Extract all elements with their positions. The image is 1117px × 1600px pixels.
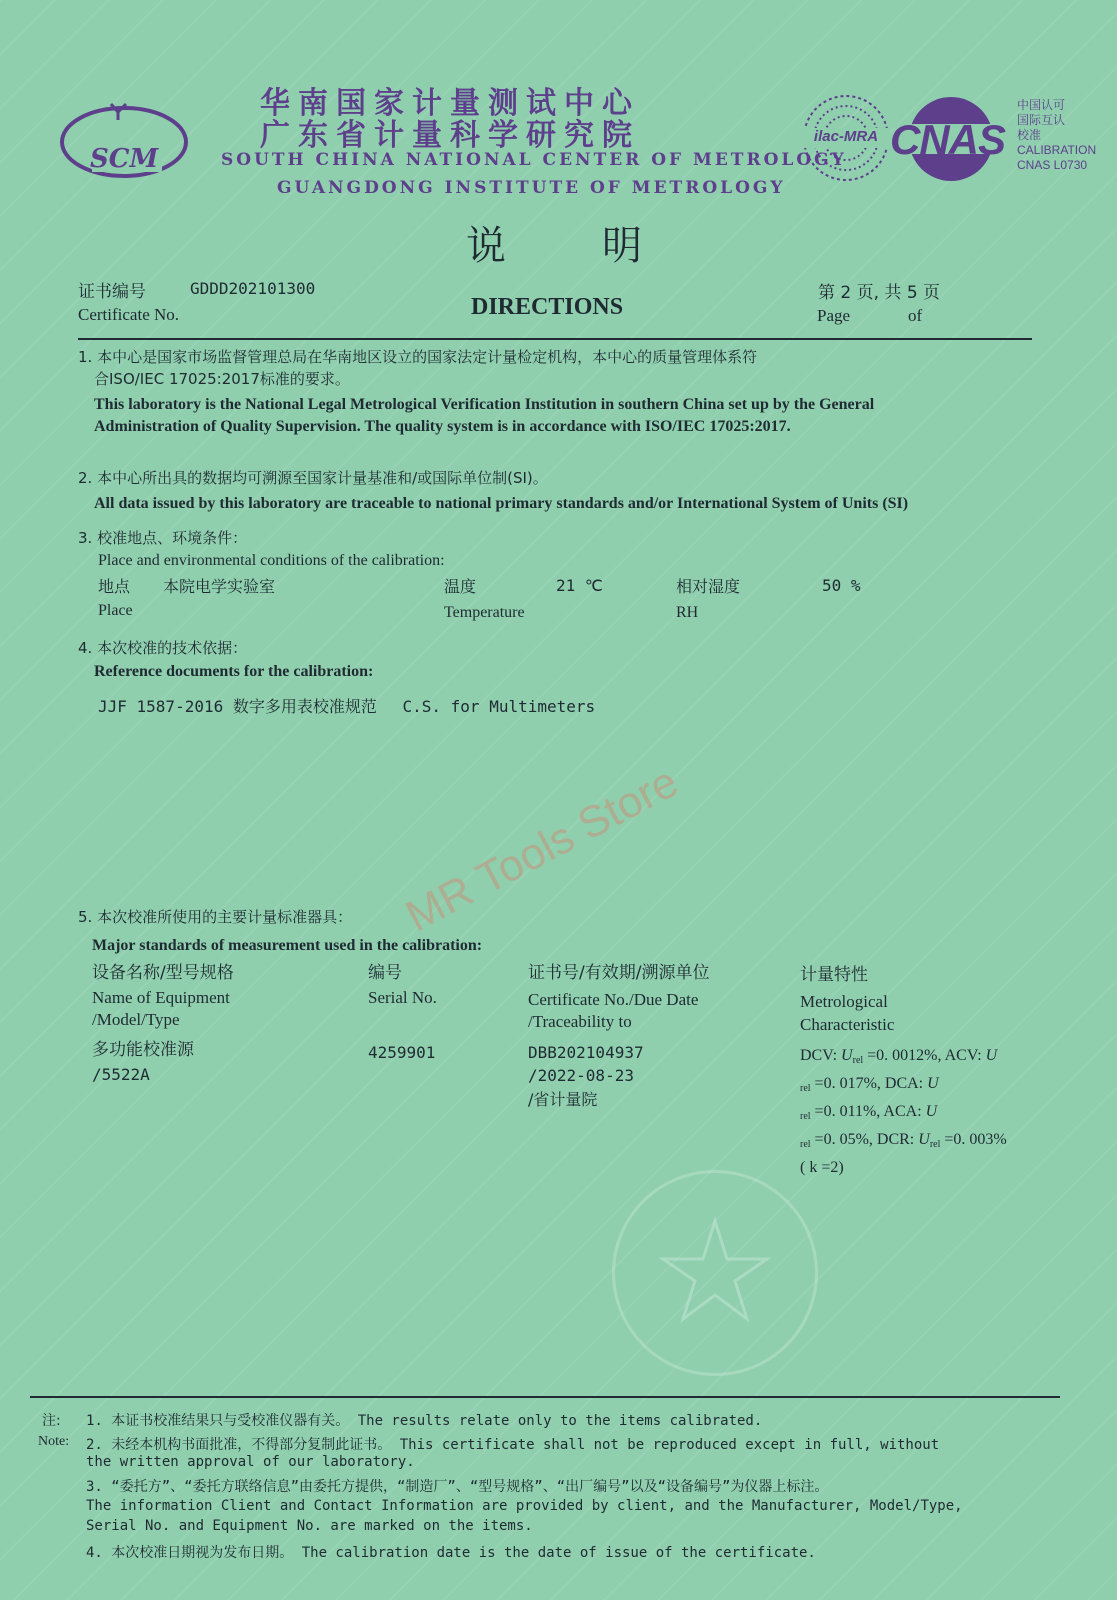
header-en-line2: GUANGDONG INSTITUTE OF METROLOGY xyxy=(277,178,786,198)
characteristic-fragment: U xyxy=(841,1047,853,1064)
column-header-en: /Traceability to xyxy=(528,1012,632,1031)
characteristic-fragment: U xyxy=(925,1103,938,1120)
certificate-label-en: Certificate No. xyxy=(78,305,180,324)
characteristic-fragment: rel xyxy=(800,1139,811,1150)
equipment-due-date: /2022-08-23 xyxy=(528,1066,634,1085)
cnas-side-line: CNAS L0730 xyxy=(1017,158,1088,172)
note-2-line2: the written approval of our laboratory. xyxy=(86,1454,415,1470)
equipment-certificate: DBB202104937 xyxy=(528,1043,644,1062)
header-en-line1: SOUTH CHINA NATIONAL CENTER OF METROLOGY xyxy=(221,150,847,170)
note-3-line1: 3. “委托方”、“委托方联络信息”由委托方提供，“制造厂”、“型号规格”、“出厂编号”以及“设备编号”为仪器上标注。 xyxy=(86,1479,829,1495)
notes-label-en: Note: xyxy=(38,1434,70,1449)
column-header-en: Metrological xyxy=(800,992,888,1011)
title-cn: 说 明 xyxy=(466,223,670,269)
section1-en-line1: This laboratory is the National Legal Metrological Verification Institution in southern China set up by the General xyxy=(94,396,875,413)
column-header-cn: 设备名称/型号规格 xyxy=(92,963,234,983)
equipment-serial: 4259901 xyxy=(368,1043,436,1062)
scm-logo-text: SCM xyxy=(90,144,159,174)
column-header-en: /Model/Type xyxy=(92,1010,180,1029)
place-value: 本院电学实验室 xyxy=(163,577,276,596)
column-header-en: Serial No. xyxy=(368,988,437,1007)
note-4: 4. 本次校准日期视为发布日期。 The calibration date is the date of issue of the certificate. xyxy=(86,1545,816,1561)
characteristic-fragment: U xyxy=(985,1047,998,1064)
column-header-cn: 计量特性 xyxy=(800,965,868,985)
section2-en: All data issued by this laboratory are traceable to national primary standards and/or International System of Units (SI) xyxy=(94,495,909,512)
characteristic-fragment: =0. 0012%, ACV: xyxy=(863,1047,986,1064)
section5-cn: 5. 本次校准所使用的主要计量标准器具： xyxy=(78,908,353,926)
note-2-line1: 2. 未经本机构书面批准，不得部分复制此证书。 This certificate shall not be reproduced except in full, without xyxy=(86,1437,940,1453)
rh-label-en: RH xyxy=(676,604,699,621)
cnas-logo xyxy=(890,96,1008,182)
cnas-side-text xyxy=(1017,98,1096,173)
characteristic-fragment: =0. 017%, DCA: xyxy=(810,1075,928,1092)
ilac-mra-logo xyxy=(800,92,892,184)
note-3-line2: The information Client and Contact Information are provided by client, and the Manufacturer, Model/Type, xyxy=(86,1498,963,1514)
characteristic-line xyxy=(800,1128,1040,1156)
section1-cn-line1: 1. 本中心是国家市场监督管理总局在华南地区设立的国家法定计量检定机构，本中心的质量管理体系符 xyxy=(78,348,758,366)
characteristic-fragment: DCV: xyxy=(800,1047,842,1064)
temperature-label-en: Temperature xyxy=(444,604,525,621)
place-label-cn: 地点 xyxy=(98,577,131,596)
characteristic-fragment: rel xyxy=(800,1083,811,1094)
top-rule xyxy=(78,338,1032,340)
characteristic-fragment: rel xyxy=(852,1055,864,1066)
characteristic-fragment: U xyxy=(927,1075,939,1092)
equipment-traceability: /省计量院 xyxy=(528,1090,598,1109)
column-header-en: Name of Equipment xyxy=(92,988,230,1007)
notes-rule xyxy=(30,1396,1060,1398)
reference-document: JJF 1587-2016 数字多用表校准规范 C.S. for Multimeters xyxy=(98,697,596,716)
characteristic-fragment: =0. 05%, DCR: xyxy=(810,1131,919,1148)
column-header-cn: 编号 xyxy=(368,963,402,983)
certificate-label-cn: 证书编号 xyxy=(78,282,146,302)
cnas-side-line: 校准 xyxy=(1017,128,1042,142)
characteristic-fragment: =0. 003% xyxy=(940,1131,1007,1148)
ilac-mra-text: ilac-MRA xyxy=(813,128,879,145)
section4-en: Reference documents for the calibration: xyxy=(94,663,374,680)
column-header-en: Characteristic xyxy=(800,1015,895,1034)
characteristic-line xyxy=(800,1044,1040,1072)
store-watermark: MR Tools Store xyxy=(398,757,686,942)
embossed-seal xyxy=(612,1170,818,1376)
section1-en-line2: Administration of Quality Supervision. The quality system is in accordance with ISO/IEC 17025:2017. xyxy=(94,418,791,435)
section3-en: Place and environmental conditions of the calibration: xyxy=(98,552,445,569)
page-label-en: Page xyxy=(817,306,851,325)
metrological-characteristic xyxy=(800,1044,1040,1179)
cnas-side-line: 国际互认 xyxy=(1017,113,1066,127)
scm-logo xyxy=(56,98,192,182)
column-header-en: Certificate No./Due Date xyxy=(528,990,699,1009)
column-header-cn: 证书号/有效期/溯源单位 xyxy=(528,963,710,983)
title-en: DIRECTIONS xyxy=(471,294,624,320)
section5-en: Major standards of measurement used in the calibration: xyxy=(92,937,483,954)
note-1: 1. 本证书校准结果只与受校准仪器有关。 The results relate only to the items calibrated. xyxy=(86,1413,763,1429)
cnas-logo-text: CNAS xyxy=(890,116,1006,163)
characteristic-fragment: rel xyxy=(800,1111,811,1122)
certificate-number: GDDD202101300 xyxy=(190,279,316,298)
equipment-name: 多功能校准源 xyxy=(92,1040,194,1060)
section2-cn: 2. 本中心所出具的数据均可溯源至国家计量基准和/或国际单位制(SI)。 xyxy=(78,469,548,487)
section4-cn: 4. 本次校准的技术依据： xyxy=(78,639,248,657)
characteristic-line xyxy=(800,1100,1040,1128)
cnas-side-line: CALIBRATION xyxy=(1017,143,1097,157)
characteristic-line: ( k =2) xyxy=(800,1159,844,1176)
place-label-en: Place xyxy=(98,602,133,619)
characteristic-fragment: =0. 011%, ACA: xyxy=(810,1103,926,1120)
seal-star-icon xyxy=(615,1173,815,1373)
header-cn-line1: 华南国家计量测试中心 xyxy=(260,86,640,121)
characteristic-fragment: U xyxy=(918,1131,930,1148)
notes-label-cn: 注: xyxy=(42,1413,61,1429)
note-3-line3: Serial No. and Equipment No. are marked on the items. xyxy=(86,1518,533,1534)
section3-cn: 3. 校准地点、环境条件： xyxy=(78,529,248,547)
rh-label-cn: 相对湿度 xyxy=(676,577,741,596)
characteristic-fragment: rel xyxy=(929,1139,941,1150)
header-cn-line2: 广东省计量科学研究院 xyxy=(260,118,640,153)
equipment-model: /5522A xyxy=(92,1065,150,1084)
rh-value: 50 % xyxy=(822,576,861,595)
section1-cn-line2: 合ISO/IEC 17025:2017标准的要求。 xyxy=(94,370,350,388)
characteristic-line xyxy=(800,1072,1040,1100)
cnas-side-line: 中国认可 xyxy=(1017,98,1066,112)
temperature-label-cn: 温度 xyxy=(444,577,477,596)
temperature-value: 21 ℃ xyxy=(556,576,603,595)
of-label-en: of xyxy=(908,306,923,325)
page-number-cn: 第 2 页, 共 5 页 xyxy=(818,283,941,303)
